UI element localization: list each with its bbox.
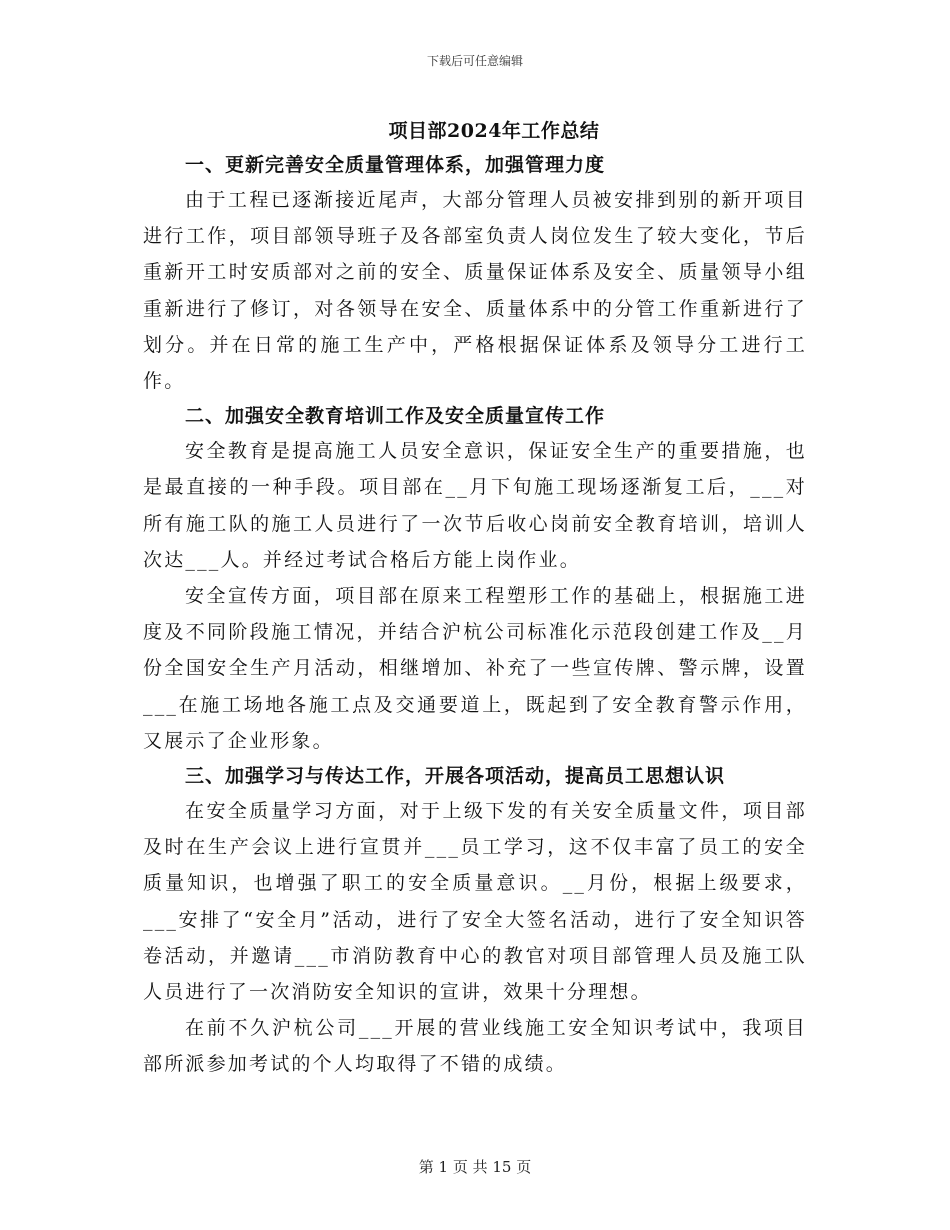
section-2-paragraph-2: 安全宣传方面，项目部在原来工程塑形工作的基础上，根据施工进度及不同阶段施工情况，并结合沪杭公司标准化示范段创建工作及__月份全国安全生产月活动，相继增加、补充了一些宣传牌、警示牌，设置___在施工场地各施工点及交通要道上，既起到了安全教育警示作用，又展示了企业形象。 (143, 585, 807, 752)
document-title: 项目部2024年工作总结 (388, 120, 600, 142)
section-2-paragraph-1: 安全教育是提高施工人员安全意识，保证安全生产的重要措施，也是最直接的一种手段。项目部在__月下旬施工现场逐渐复工后，___对所有施工队的施工人员进行了一次节后收心岗前安全教育培训，培训人次达___人。并经过考试合格后方能上岗作业。 (143, 440, 807, 571)
section-1-paragraph-1: 由于工程已逐渐接近尾声，大部分管理人员被安排到别的新开项目进行工作，项目部领导班子及各部室负责人岗位发生了较大变化，节后重新开工时安质部对之前的安全、质量保证体系及安全、质量领导小组重新进行了修订，对各领导在安全、质量体系中的分管工作重新进行了划分。并在日常的施工生产中，严格根据保证体系及领导分工进行工作。 (143, 189, 807, 393)
document-body (143, 148, 807, 1083)
header-note: 下载后可任意编辑 (426, 54, 523, 68)
section-heading-3: 三、加强学习与传达工作，开展各项活动，提高员工思想认识 (185, 765, 726, 788)
section-3-paragraph-1: 在安全质量学习方面，对于上级下发的有关安全质量文件，项目部及时在生产会议上进行宣贯并___员工学习，这不仅丰富了员工的安全质量知识，也增强了职工的安全质量意识。__月份，根据上级要求，___安排了“安全月”活动，进行了安全大签名活动，进行了安全知识答卷活动，并邀请___市消防教育中心的教官对项目部管理人员及施工队人员进行了一次消防安全知识的宣讲，效果十分理想。 (143, 800, 807, 1004)
section-heading-2: 二、加强安全教育培训工作及安全质量宣传工作 (185, 405, 606, 428)
page-footer: 第 1 页 共 15 页 (418, 1158, 532, 1176)
section-3-paragraph-2: 在前不久沪杭公司___开展的营业线施工安全知识考试中，我项目部所派参加考试的个人均取得了不错的成绩。 (143, 1017, 807, 1076)
section-heading-1: 一、更新完善安全质量管理体系，加强管理力度 (185, 154, 606, 176)
